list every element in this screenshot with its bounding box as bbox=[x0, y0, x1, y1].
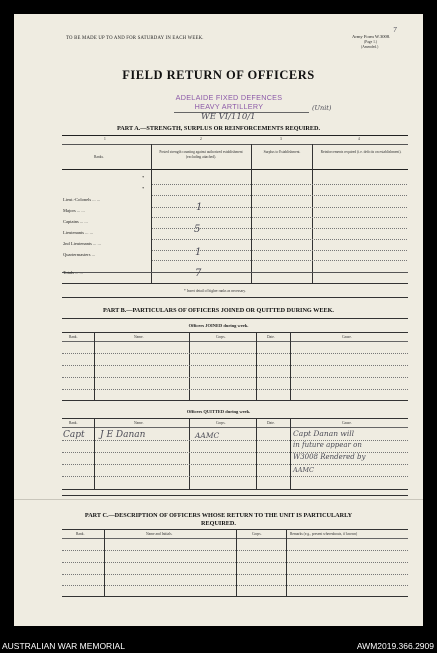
col-header-posted-strength: Posted strength counting against authorized establishment (excluding attached). bbox=[159, 150, 243, 159]
joined-col-name: Name. bbox=[134, 335, 144, 339]
joined-title: Officers JOINED during week. bbox=[188, 323, 249, 328]
quitted-corps-value: AAMC bbox=[195, 431, 220, 440]
quitted-cause-line-3: W3008 Rendered by bbox=[293, 453, 366, 461]
form-title: FIELD RETURN OF OFFICERS bbox=[122, 68, 315, 82]
part-b-heading: PART B.—PARTICULARS OF OFFICERS JOINED OR QUITTED DURING WEEK. bbox=[103, 307, 334, 314]
joined-col-rank: Rank. bbox=[69, 335, 78, 339]
quitted-rank-value: Capt bbox=[63, 430, 85, 440]
unit-stamp-line2: HEAVY ARTILLERY bbox=[194, 102, 264, 111]
row-rank-2nd-lieutenants: 2nd Lieutenants ... ... bbox=[63, 241, 101, 246]
quitted-title: Officers QUITTED during week. bbox=[186, 409, 251, 414]
row-rank-lieutenants: Lieutenants ... ... bbox=[63, 230, 93, 235]
part-a-footnote: * Insert detail of higher ranks as necessary. bbox=[184, 289, 246, 293]
part-c-col-rank: Rank. bbox=[76, 532, 85, 536]
part-c-col-remarks: Remarks (e.g., present whereabouts, if known) bbox=[290, 532, 358, 536]
row-rank-star-1: * bbox=[142, 175, 145, 180]
row-rank-star-2: * bbox=[142, 186, 145, 191]
handwritten-reference: WE VI/110/1 bbox=[201, 112, 256, 122]
form-amended-label: (Amended.) bbox=[361, 45, 379, 49]
quartermasters-strength-value: 1 bbox=[195, 247, 202, 258]
part-c-heading-line1: PART C.—DESCRIPTION OF OFFICERS WHOSE RETURN TO THE UNIT IS PARTICULARLY bbox=[84, 512, 353, 519]
part-c-col-corps: Corps. bbox=[252, 532, 262, 536]
col-number-4: 4 bbox=[358, 137, 360, 141]
header-instruction: TO BE MADE UP TO AND FOR SATURDAY IN EACH WEEK. bbox=[66, 36, 204, 41]
corner-handwritten-mark: 7 bbox=[393, 27, 397, 34]
col-header-reinforcements: Reinforcements required (i.e. deficits on establishment). bbox=[320, 150, 402, 154]
joined-col-corps: Corps. bbox=[216, 335, 226, 339]
quitted-col-name: Name. bbox=[134, 421, 144, 425]
part-c-heading-line2: REQUIRED. bbox=[201, 520, 236, 527]
unit-label: (Unit) bbox=[312, 104, 332, 112]
quitted-col-corps: Corps. bbox=[216, 421, 226, 425]
quitted-cause-line-2: in future appear on bbox=[293, 441, 362, 449]
quitted-col-date: Date. bbox=[267, 421, 275, 425]
joined-col-cause: Cause. bbox=[342, 335, 352, 339]
majors-strength-value: 1 bbox=[196, 202, 203, 213]
quitted-col-rank: Rank. bbox=[69, 421, 78, 425]
col-number-2: 2 bbox=[200, 137, 202, 141]
quitted-col-cause: Cause. bbox=[342, 421, 352, 425]
joined-col-date: Date. bbox=[267, 335, 275, 339]
col-number-1: 1 bbox=[104, 137, 106, 141]
row-rank-lieut-colonels: Lieut.-Colonels ... ... bbox=[63, 197, 101, 202]
col-header-surplus: Surplus to Establishment. bbox=[263, 150, 301, 154]
footer-accession-number: AWM2019.366.2909 bbox=[356, 641, 434, 651]
row-rank-majors: Majors ... ... bbox=[63, 208, 85, 213]
form-page-label: (Page 1.) bbox=[364, 40, 377, 44]
quitted-cause-line-1: Capt Danan will bbox=[293, 429, 355, 438]
lieutenants-strength-value: 5 bbox=[194, 224, 201, 235]
form-page bbox=[14, 14, 423, 626]
unit-stamp-line1: ADELAIDE FIXED DEFENCES bbox=[175, 93, 283, 102]
quitted-cause-line-4: AAMC bbox=[293, 466, 315, 474]
part-c-col-name: Name and Initials. bbox=[146, 532, 173, 536]
col-number-3: 3 bbox=[280, 137, 282, 141]
quitted-name-value: J E Danan bbox=[100, 430, 146, 440]
totals-strength-value: 7 bbox=[195, 268, 202, 279]
row-rank-quartermasters: Quartermasters ... bbox=[63, 252, 95, 257]
row-rank-captains: Captains ... ... bbox=[63, 219, 88, 224]
col-header-ranks: Ranks. bbox=[94, 155, 104, 159]
form-number: Army Form W.3008. bbox=[352, 34, 391, 39]
part-a-heading: PART A.—STRENGTH, SURPLUS OR REINFORCEMENTS REQUIRED. bbox=[116, 125, 321, 132]
footer-archive-name: AUSTRALIAN WAR MEMORIAL bbox=[2, 641, 125, 651]
row-rank-totals: Totals ... ... bbox=[63, 270, 83, 275]
